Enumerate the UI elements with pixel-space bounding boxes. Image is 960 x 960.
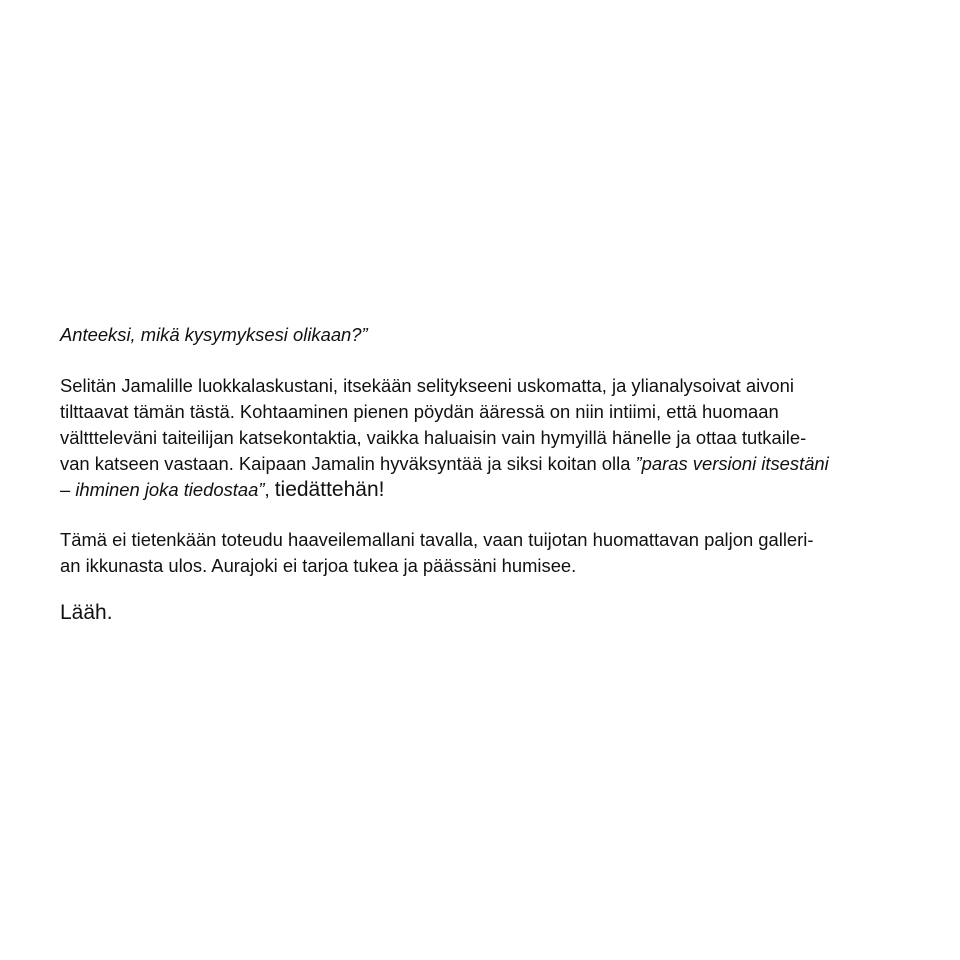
paragraph-1-line-5-larger: tiedättehän! <box>274 478 385 501</box>
paragraph-1-line-4-regular: van katseen vastaan. Kaipaan Jamalin hyväksyntää ja siksi koitan olla <box>60 453 636 474</box>
paragraph-2-line-1: Tämä ei tietenkään toteudu haaveilemallani tavalla, vaan tuijotan huomattavan paljon galleri- <box>60 529 814 550</box>
paragraph-1-line-5-italic: – ihminen joka tiedostaa” <box>60 479 265 500</box>
paragraph-1-line-5 <box>60 477 384 503</box>
paragraph-1-line-4-italic: ”paras versioni itsestäni <box>635 453 829 474</box>
opening-line: Anteeksi, mikä kysymyksesi olikaan?” <box>60 324 368 345</box>
paragraph-1-line-4 <box>60 451 829 477</box>
paragraph-1-line-1: Selitän Jamalille luokkalaskustani, itsekään selitykseeni uskomatta, ja ylianalysoivat aivoni <box>60 375 794 396</box>
paragraph-2-line-2: an ikkunasta ulos. Aurajoki ei tarjoa tukea ja päässäni humisee. <box>60 555 577 576</box>
signoff: Lääh. <box>60 601 113 624</box>
paragraph-1-line-5-regular: , <box>264 479 275 500</box>
paragraph-1-line-2: tilttaavat tämän tästä. Kohtaaminen pienen pöydän ääressä on niin intiimi, että huomaan <box>60 401 779 422</box>
paragraph-1-line-3: välttteleväni taiteilijan katsekontaktia, vaikka haluaisin vain hymyillä hänelle ja ottaa tutkaile- <box>60 427 807 448</box>
